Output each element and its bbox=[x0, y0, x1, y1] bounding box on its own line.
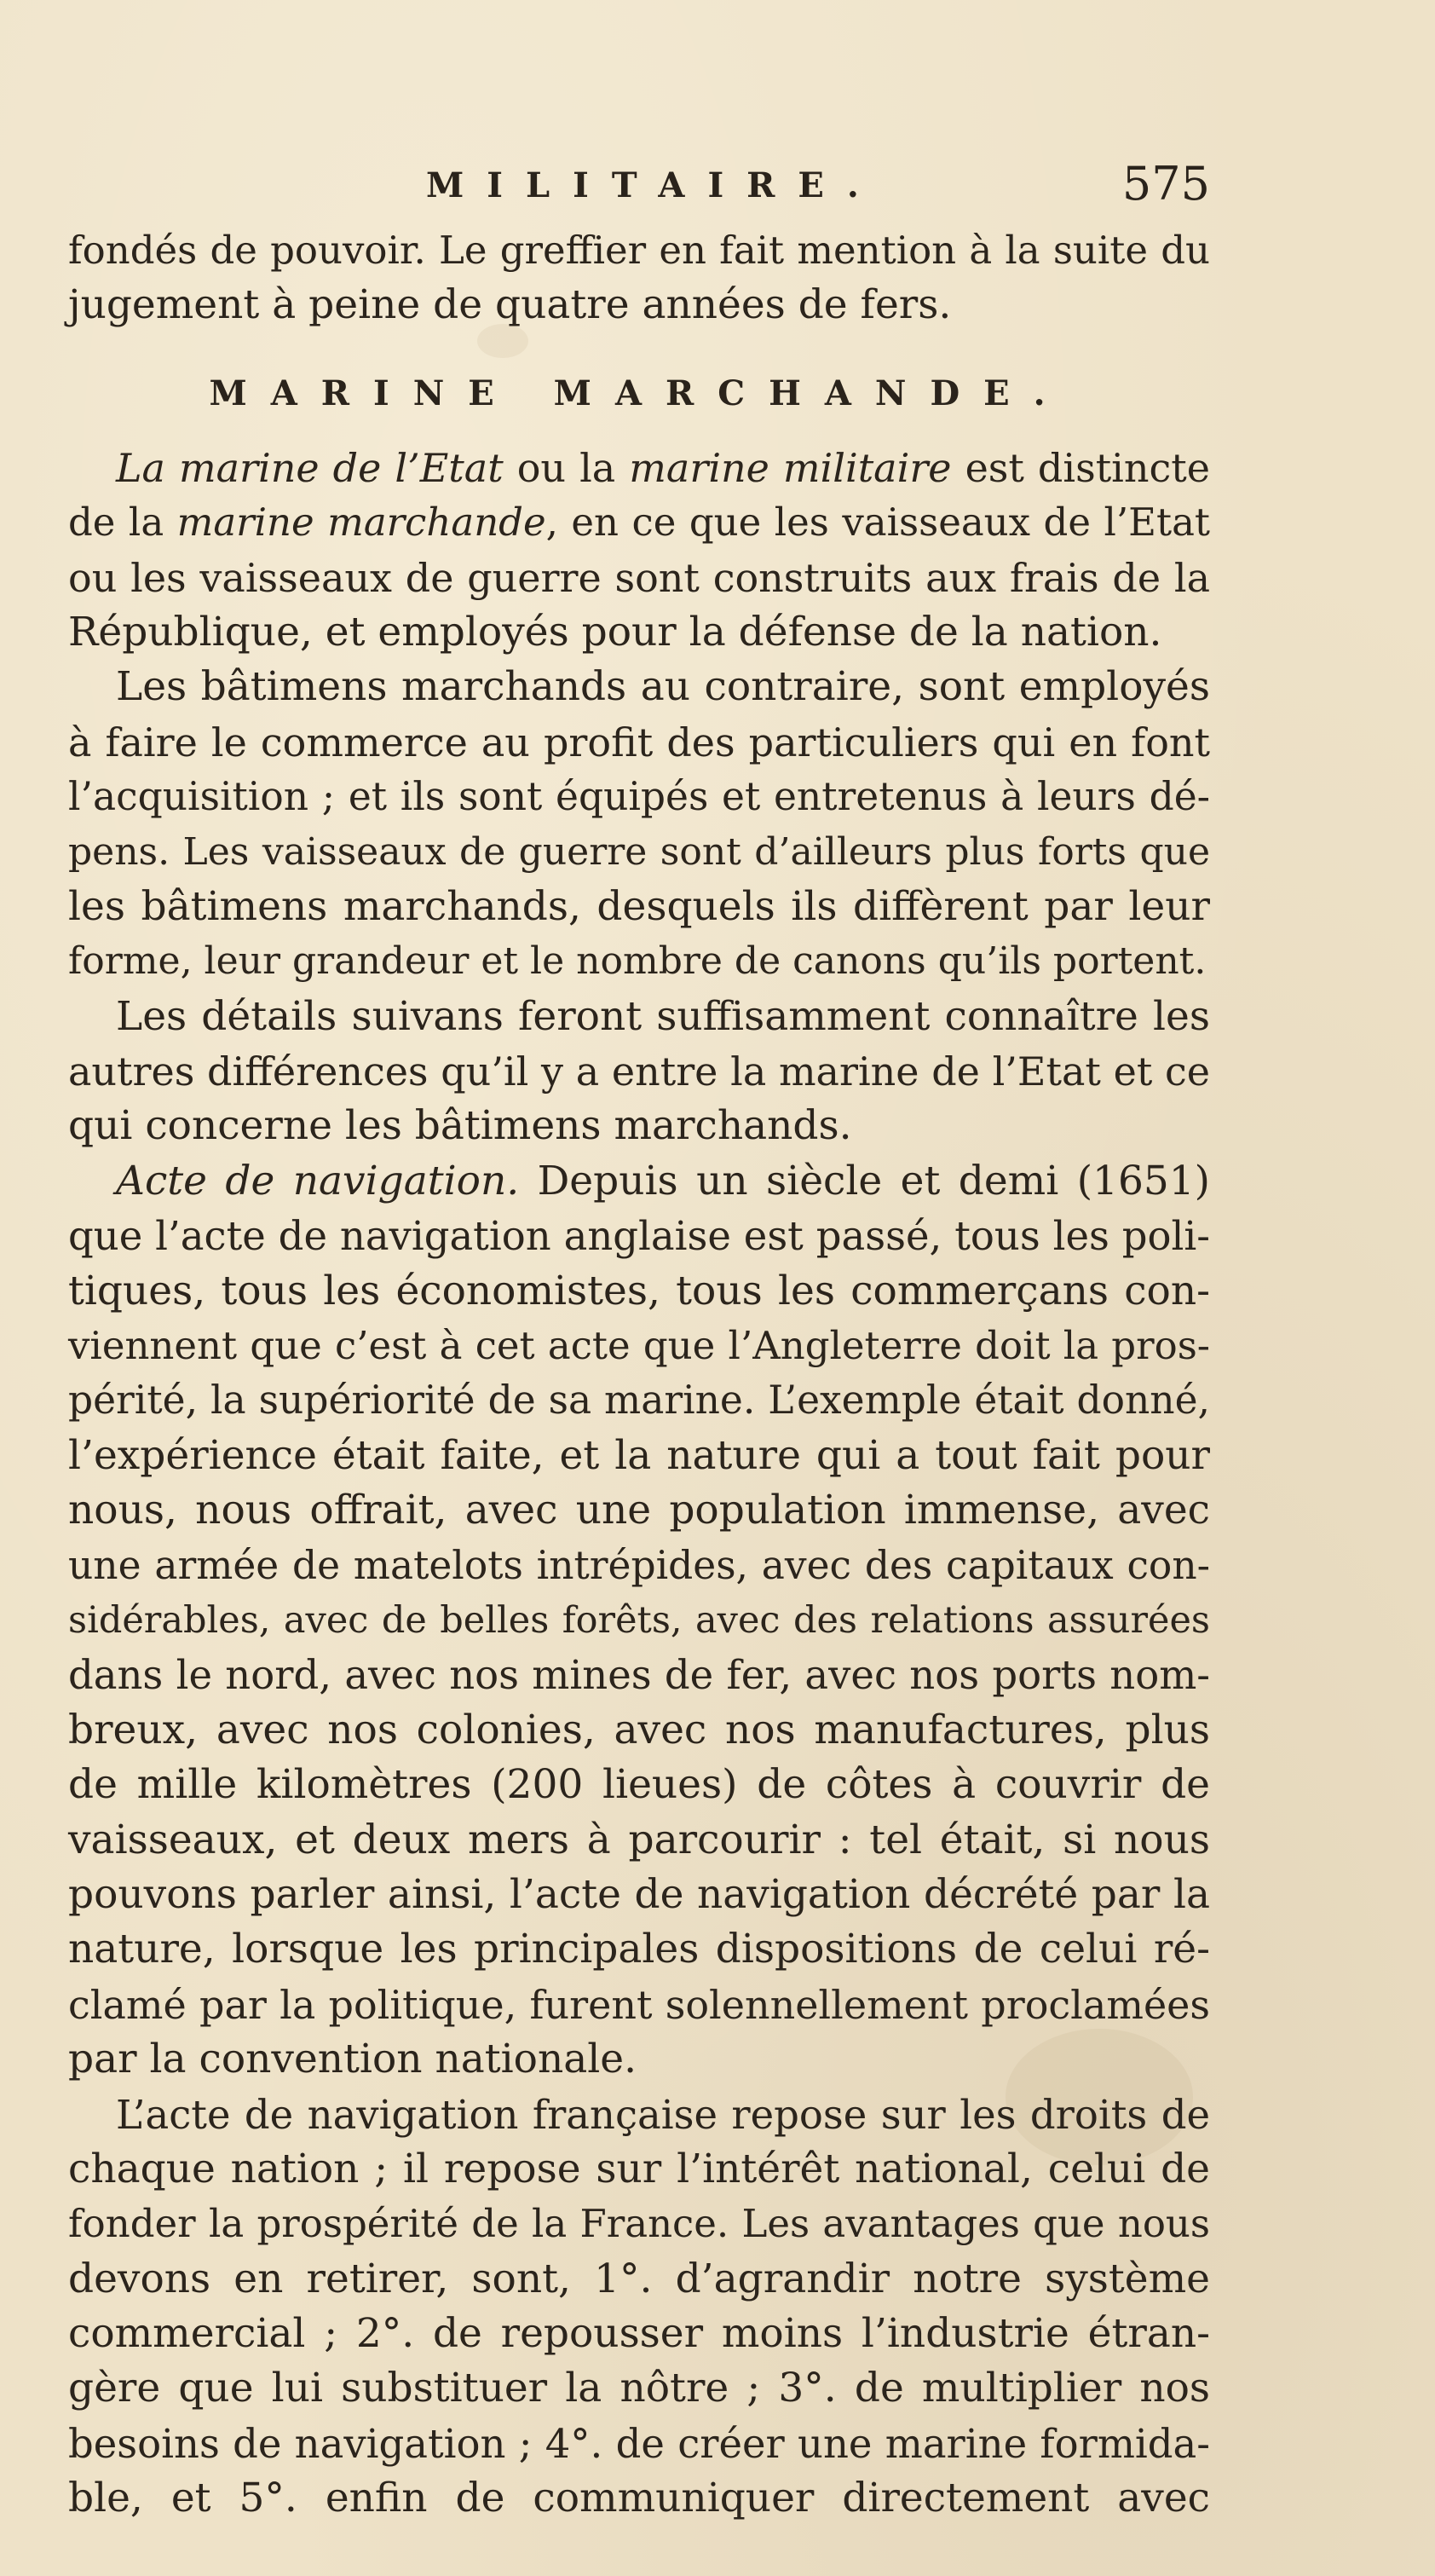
text-line: fondés de pouvoir. Le greffier en fait mention à la suite du bbox=[68, 228, 1210, 273]
text-line: République, et employés pour la défense de la nation. bbox=[68, 608, 1162, 656]
italic-term: marine marchande bbox=[176, 500, 546, 546]
page-number: 575 bbox=[1121, 157, 1210, 211]
text-line: viennent que c’est à cet acte que l’Angleterre doit la pros- bbox=[68, 1323, 1210, 1369]
text-line: devons en retirer, sont, 1°. d’agrandir notre système bbox=[68, 2255, 1210, 2302]
text-line: les bâtimens marchands, desquels ils diffèrent par leur bbox=[68, 882, 1210, 930]
text-line: sidérables, avec de belles forêts, avec des relations assurées bbox=[68, 1598, 1210, 1642]
italic-term: La marine de l’Etat bbox=[116, 444, 504, 491]
text-line: dans le nord, avec nos mines de fer, avec nos ports nom- bbox=[68, 1652, 1210, 1699]
text-line: breux, avec nos colonies, avec nos manufactures, plus bbox=[68, 1706, 1210, 1753]
text-line: chaque nation ; il repose sur l’intérêt national, celui de bbox=[68, 2145, 1210, 2192]
section-title: MARINE MARCHANDE. bbox=[209, 373, 1069, 413]
text-line: clamé par la politique, furent solennellement proclamées bbox=[68, 1981, 1210, 2028]
body-text bbox=[68, 223, 1210, 2527]
text-line: L’acte de navigation française repose sur les droits de bbox=[116, 2091, 1210, 2138]
page-header bbox=[68, 153, 1210, 222]
text-line: Les bâtimens marchands au contraire, sont employés bbox=[116, 663, 1210, 711]
text-line: commercial ; 2°. de repousser moins l’industrie étran- bbox=[68, 2310, 1210, 2358]
text-line: de mille kilomètres (200 lieues) de côtes à couvrir de bbox=[68, 1761, 1210, 1809]
text-line: ble, et 5°. enfin de communiquer directement avec bbox=[68, 2475, 1210, 2522]
text-line: vaisseaux, et deux mers à parcourir : tel était, si nous bbox=[68, 1816, 1210, 1863]
text-line: La marine de l’Etat ou la marine militaire est distincte bbox=[116, 444, 1210, 491]
text-line: une armée de matelots intrépides, avec des capitaux con- bbox=[68, 1542, 1210, 1588]
text-line: ou les vaisseaux de guerre sont construits aux frais de la bbox=[68, 554, 1210, 601]
text-line: jugement à peine de quatre années de fers. bbox=[68, 281, 952, 329]
text-line: fonder la prospérité de la France. Les avantages que nous bbox=[68, 2201, 1210, 2247]
text-line: l’acquisition ; et ils sont équipés et entretenus à leurs dé- bbox=[68, 774, 1210, 820]
text-line: périté, la supériorité de sa marine. L’exemple était donné, bbox=[68, 1378, 1210, 1424]
text-line: tiques, tous les économistes, tous les commerçans con- bbox=[68, 1267, 1210, 1314]
text-line: forme, leur grandeur et le nombre de canons qu’ils portent. bbox=[68, 939, 1207, 984]
text-line: pens. Les vaisseaux de guerre sont d’ailleurs plus forts que bbox=[68, 829, 1210, 874]
text-line: à faire le commerce au profit des particuliers qui en font bbox=[68, 719, 1210, 765]
text-line: nature, lorsque les principales dispositions de celui ré- bbox=[68, 1926, 1210, 1973]
text-line: autres différences qu’il y a entre la marine de l’Etat et ce bbox=[68, 1048, 1210, 1095]
text-line: l’expérience était faite, et la nature qui a tout fait pour bbox=[68, 1431, 1210, 1479]
text-line: Acte de navigation. Depuis un siècle et demi (1651) bbox=[116, 1157, 1211, 1204]
running-head: MILITAIRE. bbox=[426, 165, 882, 205]
text-line: Les détails suivans feront suffisamment connaître les bbox=[116, 992, 1210, 1040]
text-line: qui concerne les bâtimens marchands. bbox=[68, 1102, 852, 1150]
italic-term: Acte de navigation. bbox=[116, 1157, 520, 1204]
text-line: par la convention nationale. bbox=[68, 2036, 637, 2083]
text-line: pouvons parler ainsi, l’acte de navigation décrété par la bbox=[68, 1870, 1210, 1918]
italic-term: marine militaire bbox=[629, 444, 952, 491]
text-line: gère que lui substituer la nôtre ; 3°. de multiplier nos bbox=[68, 2365, 1210, 2412]
text-line: nous, nous offrait, avec une population immense, avec bbox=[68, 1487, 1210, 1534]
text-line: de la marine marchande, en ce que les vaisseaux de l’Etat bbox=[68, 500, 1211, 546]
text-line: que l’acte de navigation anglaise est passé, tous les poli- bbox=[68, 1213, 1210, 1260]
text-line: besoins de navigation ; 4°. de créer une marine formida- bbox=[68, 2420, 1210, 2467]
